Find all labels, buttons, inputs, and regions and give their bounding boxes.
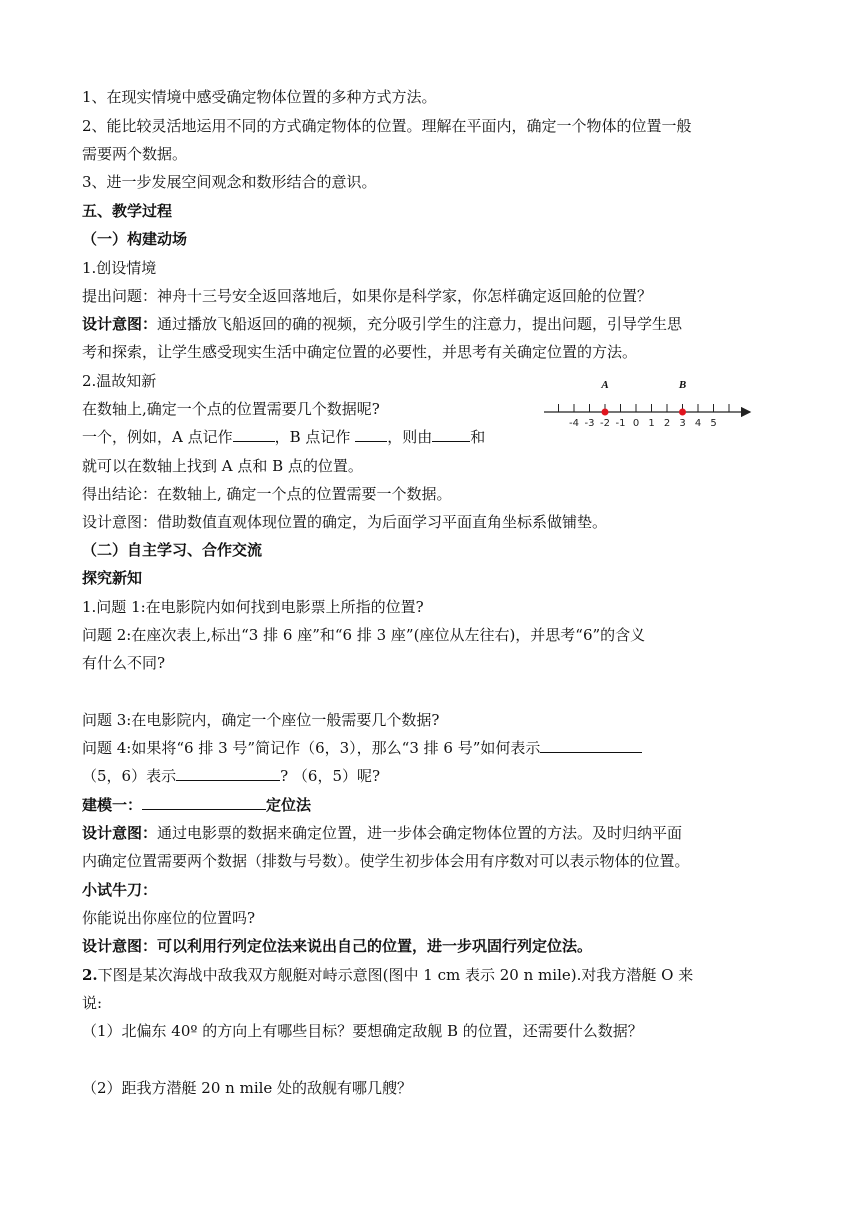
fill-text-c: ，则由 <box>387 428 433 446</box>
point-b-label: B <box>678 379 687 391</box>
step-2-fill-line <box>82 426 532 448</box>
fill-text-b: ，B 点记作 <box>274 428 351 446</box>
goal-2-line-2: 需要两个数据。 <box>82 145 188 163</box>
number-line-tick-label: -4 <box>569 418 579 429</box>
step-1-question: 提出问题：神舟十三号安全返回落地后，如果你是科学家，你怎样确定返回舱的位置？ <box>82 287 653 305</box>
explore-heading: 探究新知 <box>82 569 143 587</box>
question-4-text: 问题 4:如果将“6 排 3 号”简记作（6，3），那么“3 排 6 号”如何表示 <box>82 739 541 757</box>
question-2-line-1: 问题 2:在座次表上,标出“3 排 6 座”和“6 排 3 座”(座位从左往右)，并思考“6”的含义 <box>82 626 646 644</box>
number-line-tick-label: 5 <box>710 418 717 429</box>
point-a-label: A <box>601 379 609 391</box>
problem-2-q2: （2）距我方潜艇 20 n mile 处的敌舰有哪几艘？ <box>82 1079 413 1097</box>
number-line-tick-label: -2 <box>600 418 610 429</box>
number-line-figure <box>540 372 760 432</box>
section-heading: 五、教学过程 <box>82 202 173 220</box>
question-3: 问题 3:在电影院内，确定一个座位一般需要几个数据? <box>82 711 440 729</box>
step-2-fill-line-2: 就可以在数轴上找到 A 点和 B 点的位置。 <box>82 457 363 475</box>
problem-2-number: 2. <box>82 966 98 984</box>
fill-text-a: 一个，例如，A 点记作 <box>82 428 233 446</box>
number-line-tick-label: 0 <box>632 418 640 429</box>
intent-3: 设计意图：可以利用行列定位法来说出自己的位置，进一步巩固行列定位法。 <box>82 937 593 955</box>
blank-q4 <box>540 737 642 753</box>
intent-text: 通过电影票的数据来确定位置，进一步体会确定物体位置的方法。及时归纳平面 <box>157 824 683 842</box>
number-line-tick-label: 2 <box>663 418 671 429</box>
part-2-heading: （二）自主学习、合作交流 <box>82 541 263 559</box>
intent-label: 设计意图： <box>82 315 158 333</box>
blank-b <box>355 426 387 442</box>
intent-2-line-2: 内确定位置需要两个数据（排数与号数）。使学生初步体会用有序数对可以表示物体的位置。 <box>82 852 690 870</box>
fill-text-d: 和 <box>470 428 486 446</box>
problem-2-text: 下图是某次海战中敌我双方舰艇对峙示意图(图中 1 cm 表示 20 n mile).对我方潜艇 O 来 <box>97 966 694 984</box>
try-question: 你能说出你座位的位置吗? <box>82 909 256 927</box>
blank-a <box>233 426 275 442</box>
q4b-text-b: ? （6，5）呢? <box>280 767 381 785</box>
number-line-tick-label: 1 <box>648 418 655 429</box>
step-1-title: 1.创设情境 <box>82 259 157 277</box>
number-line-tick-label: -3 <box>584 418 595 429</box>
try-heading: 小试牛刀： <box>82 881 158 899</box>
question-2-line-2: 有什么不同? <box>82 654 166 672</box>
step-2-title: 2.温故知新 <box>82 372 157 390</box>
model-1-label: 建模一： <box>82 796 143 814</box>
blank-q4b <box>176 765 280 781</box>
blank-model-1 <box>142 794 266 810</box>
step-1-intent-line-1 <box>82 313 782 335</box>
model-1 <box>82 794 782 816</box>
goal-3: 3、进一步发展空间观念和数形结合的意识。 <box>82 173 377 191</box>
intent-2-line-1 <box>82 822 782 844</box>
blank-c <box>432 426 470 442</box>
step-2-conclusion: 得出结论：在数轴上, 确定一个点的位置需要一个数据。 <box>82 485 452 503</box>
q4b-text-a: （5，6）表示 <box>82 767 177 785</box>
goal-1: 1、在现实情境中感受确定物体位置的多种方式方法。 <box>82 88 437 106</box>
number-line-tick-label: 4 <box>694 418 702 429</box>
intent-label: 设计意图： <box>82 824 158 842</box>
question-1: 1.问题 1:在电影院内如何找到电影票上所指的位置? <box>82 598 424 616</box>
goal-2-line-1: 2、能比较灵活地运用不同的方式确定物体的位置。理解在平面内，确定一个物体的位置一般 <box>82 117 692 135</box>
step-1-intent-line-2: 考和探索，让学生感受现实生活中确定位置的必要性，并思考有关确定位置的方法。 <box>82 343 638 361</box>
part-1-heading: （一）构建动场 <box>82 230 188 248</box>
intent-text: 通过播放飞船返回的确的视频，充分吸引学生的注意力，提出问题，引导学生思 <box>157 315 683 333</box>
problem-2-line-2: 说: <box>82 994 103 1012</box>
problem-2-q1: （1）北偏东 40º 的方向上有哪些目标？要想确定敌舰 B 的位置，还需要什么数据？ <box>82 1022 643 1040</box>
number-line-tick-label: -1 <box>615 418 626 429</box>
point-b-marker <box>679 409 686 416</box>
number-line-tick-label: 3 <box>679 418 686 429</box>
question-4-line-2 <box>82 765 782 787</box>
question-4 <box>82 737 782 759</box>
point-a-marker <box>602 409 609 416</box>
problem-2-line-1 <box>82 964 782 986</box>
step-2-intent: 设计意图：借助数值直观体现位置的确定，为后面学习平面直角坐标系做铺垫。 <box>82 513 608 531</box>
model-1-suffix: 定位法 <box>266 796 312 814</box>
step-2-question: 在数轴上,确定一个点的位置需要几个数据呢? <box>82 400 380 418</box>
